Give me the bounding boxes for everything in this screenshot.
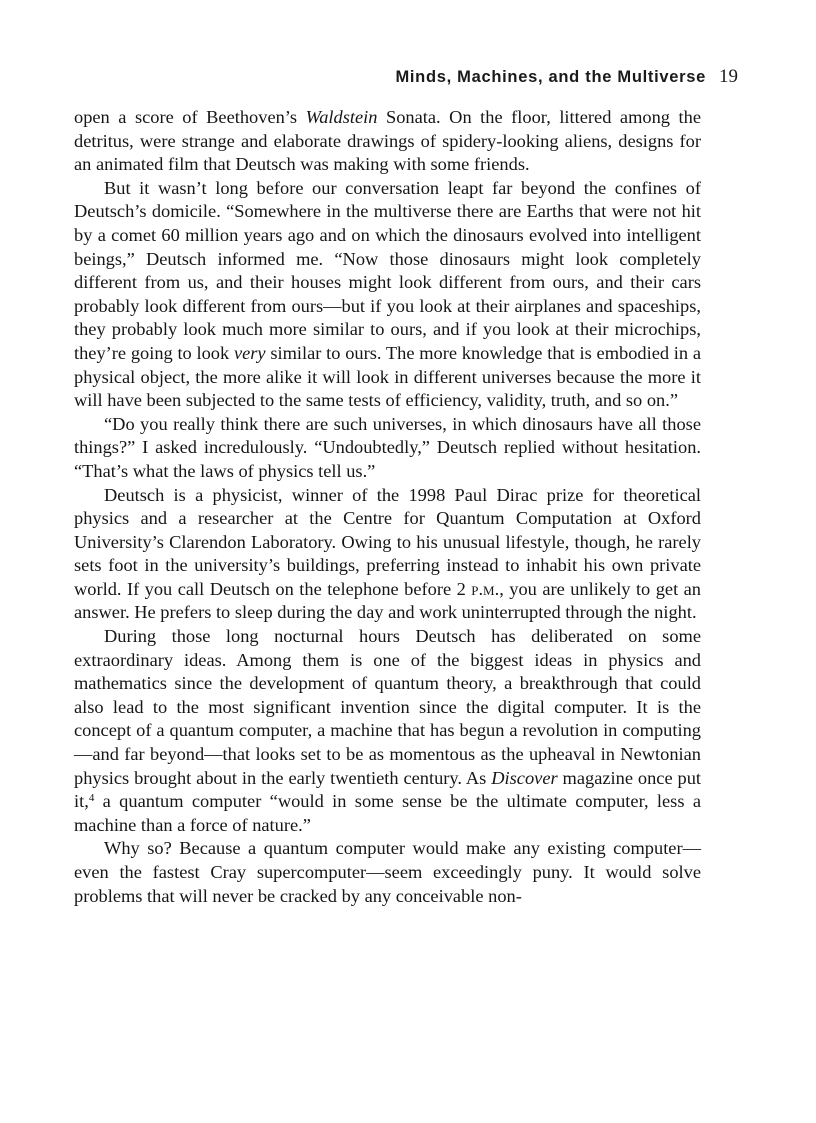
text-segment: magazine once put it,	[74, 767, 701, 812]
text-segment: p.m.	[471, 578, 500, 599]
paragraph-3	[74, 413, 701, 484]
text-segment: open a score of Beethoven’s	[74, 107, 306, 127]
text-segment: Why so? Because a quantum computer would make any existing computer—even the fastest Cray supercomputer—seem exceedingly puny. It would solve problems that will never be cracked by any conceivable non-	[74, 838, 701, 906]
paragraph-1	[74, 106, 701, 177]
text-segment: Sonata. On the floor, littered among the detritus, were strange and elaborate drawings of spidery-looking aliens, designs for an animated film that Deutsch was making with some friends.	[74, 107, 701, 175]
italic-text: very	[233, 342, 266, 363]
paragraph-4	[74, 484, 701, 626]
text-segment: a quantum computer “would in some sense be the ultimate computer, less a machine than a force of nature.”	[74, 791, 701, 835]
paragraph-6	[74, 837, 701, 908]
paragraph-5	[74, 625, 701, 837]
footnote-ref: 4	[88, 792, 95, 805]
running-head	[395, 66, 738, 88]
text-segment: During those long nocturnal hours Deutsch has deliberated on some extraordinary ideas. Among them is one of the biggest ideas in physics and mathematics since the development of quantum theory, a breakthrough that could also lead to the most significant invention since the digital computer. It is the concept of a quantum computer, a machine that has begun a revolution in computing—and far beyond—that looks set to be as momentous as the upheaval in Newtonian physics brought about in the early twentieth century. As	[74, 626, 701, 788]
page-number: 19	[719, 66, 738, 87]
text-segment: Deutsch is a physicist, winner of the 1998 Paul Dirac prize for theoretical physics and a researcher at the Centre for Quantum Computation at Oxford University’s Clarendon Laboratory. Owing to his unusual lifestyle, though, he rarely sets foot in the university’s buildings, preferring instead to inhabit his own private world. If you call Deutsch on the telephone before 2	[74, 484, 701, 599]
text-segment: , you are unlikely to get an answer. He prefers to sleep during the day and work uninterrupted through the night.	[74, 578, 701, 623]
text-segment: similar to ours. The more knowledge that is embodied in a physical object, the more alike it will look in different universes because the more it will have been subjected to the same tests of efficiency, validity, truth, and so on.”	[74, 342, 702, 411]
italic-text: Waldstein	[305, 107, 378, 127]
text-segment: But it wasn’t long before our conversation leapt far beyond the confines of Deutsch’s domicile. “Somewhere in the multiverse there are Earths that were not hit by a comet 60 million years ago and on which the dinosaurs evolved into intelligent beings,” Deutsch informed me. “Now those dinosaurs might look completely different from us, and their houses might look different from ours, and their cars probably look different from ours—but if you look at their airplanes and spaceships, they probably look much more similar to ours, and if you look at their microchips, they’re going to look	[74, 177, 701, 363]
body-text	[74, 106, 701, 908]
text-segment: “Do you really think there are such universes, in which dinosaurs have all those things?” I asked incredulously. “Undoubtedly,” Deutsch replied without hesitation. “That’s what the laws of physics tell us.”	[74, 413, 701, 481]
paragraph-2	[74, 177, 701, 413]
chapter-title: Minds, Machines, and the Multiverse	[395, 68, 706, 86]
italic-text: Discover	[491, 767, 558, 788]
